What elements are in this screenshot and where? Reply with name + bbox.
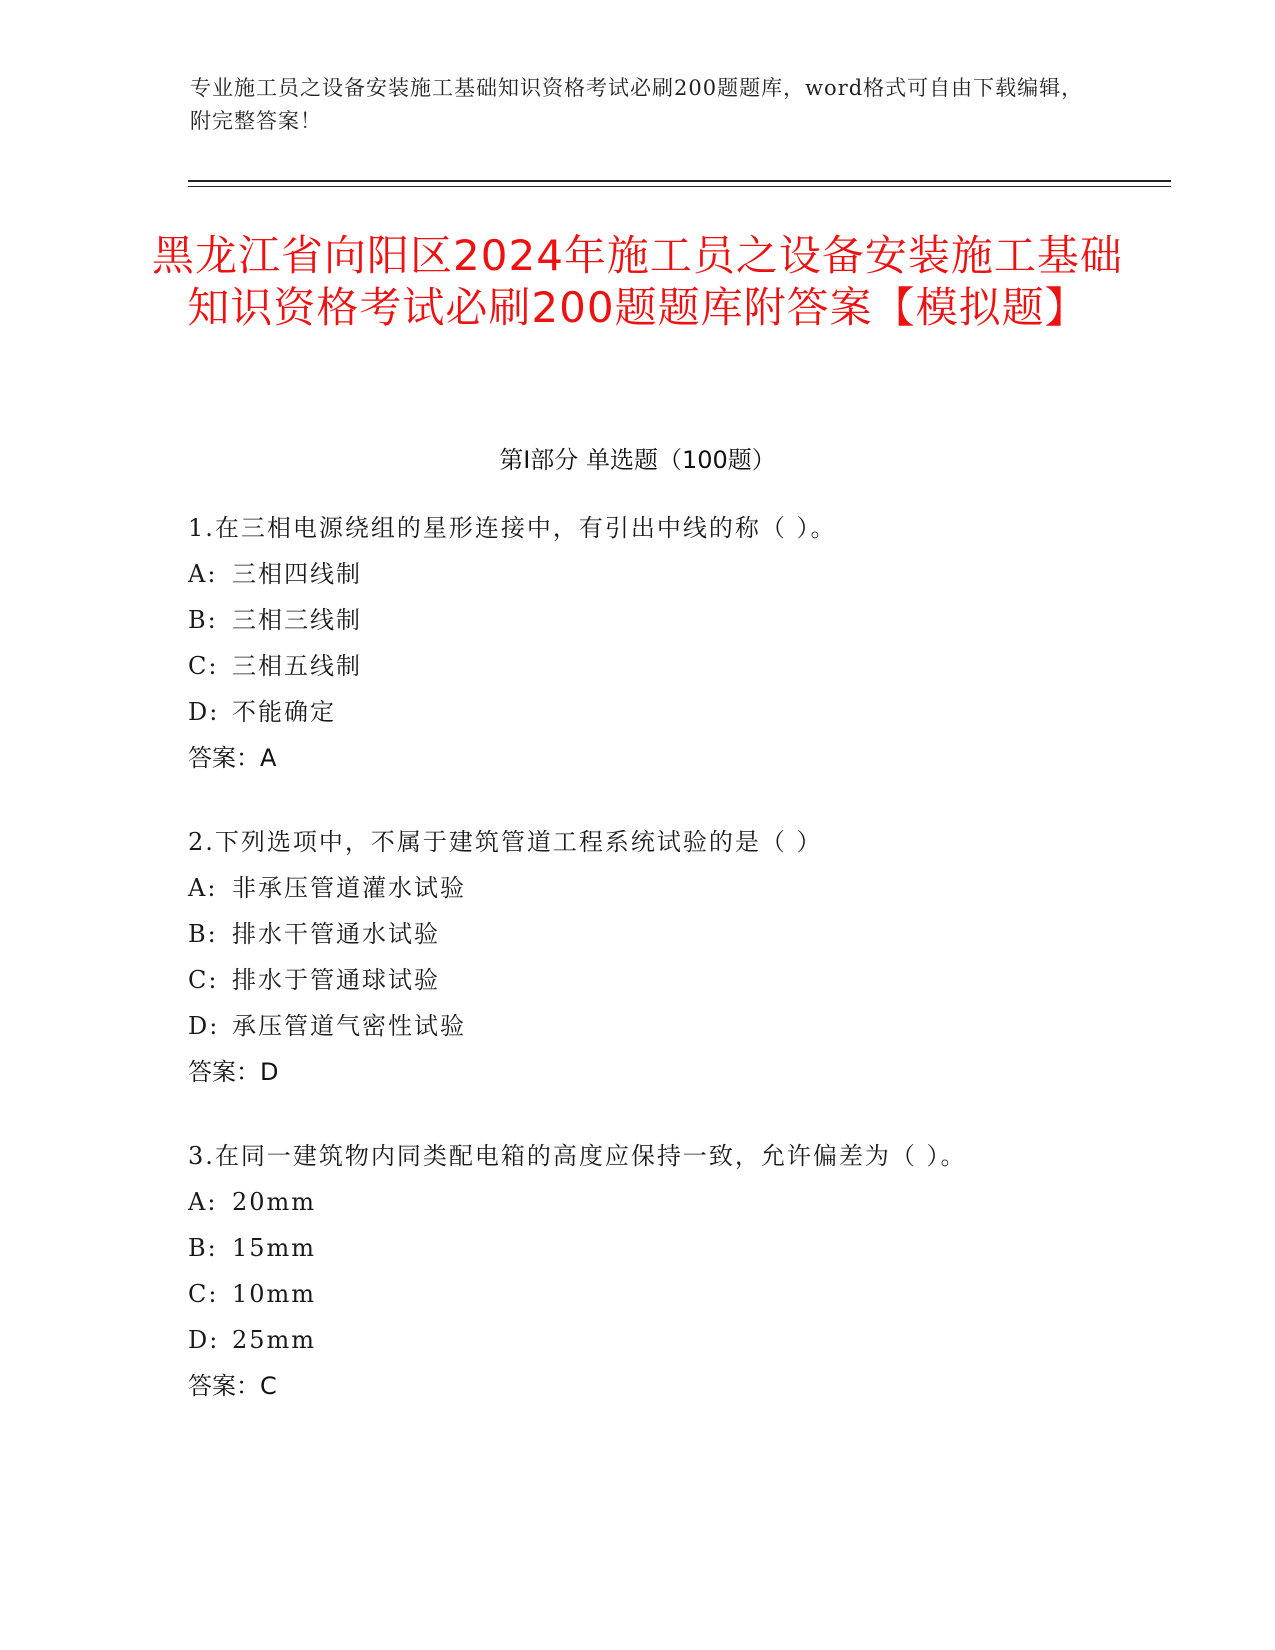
header-divider-thick — [188, 180, 1171, 182]
option-text: 不能确定 — [232, 698, 336, 726]
question-text: 3.在同一建筑物内同类配电箱的高度应保持一致，允许偏差为（ ）。 — [188, 1142, 967, 1170]
option-key: D: — [188, 1012, 220, 1040]
option-a — [188, 1186, 1188, 1232]
answer-label: 答案： — [188, 1058, 260, 1086]
option-key: D: — [188, 1326, 220, 1354]
option-d — [188, 1324, 1188, 1370]
option-key: B: — [188, 1234, 218, 1262]
header-divider-thin — [188, 186, 1171, 187]
option-a — [188, 558, 1188, 604]
option-key: C: — [188, 966, 219, 994]
answer-label: 答案： — [188, 744, 260, 772]
option-text: 25mm — [232, 1326, 317, 1354]
option-key: C: — [188, 1280, 219, 1308]
document-title: 黑龙江省向阳区2024年施工员之设备安装施工基础知识资格考试必刷200题题库附答案【模拟题】 — [152, 231, 1123, 332]
question-2 — [188, 826, 1188, 1102]
question-text: 2.下列选项中，不属于建筑管道工程系统试验的是（ ） — [188, 828, 823, 856]
option-c — [188, 650, 1188, 696]
question-text: 1.在三相电源绕组的星形连接中，有引出中线的称（ ）。 — [188, 514, 837, 542]
section-heading: 第Ⅰ部分 单选题（100题） — [499, 446, 776, 474]
option-key: A: — [188, 1188, 218, 1216]
answer-line — [188, 742, 1188, 788]
answer-value: D — [260, 1058, 279, 1086]
option-text: 20mm — [232, 1188, 317, 1216]
header-note: 专业施工员之设备安装施工基础知识资格考试必刷200题题库，word格式可自由下载编辑，附完整答案！ — [190, 76, 1084, 133]
option-c — [188, 964, 1188, 1010]
option-text: 排水于管通球试验 — [232, 966, 440, 994]
answer-line — [188, 1370, 1188, 1416]
option-text: 三相三线制 — [232, 606, 362, 634]
option-text: 排水干管通水试验 — [232, 920, 440, 948]
option-key: A: — [188, 874, 218, 902]
option-text: 三相五线制 — [232, 652, 362, 680]
option-text: 非承压管道灌水试验 — [232, 874, 466, 902]
option-b — [188, 1232, 1188, 1278]
answer-line — [188, 1056, 1188, 1102]
question-3 — [188, 1140, 1188, 1416]
option-text: 三相四线制 — [232, 560, 362, 588]
option-text: 15mm — [232, 1234, 317, 1262]
option-c — [188, 1278, 1188, 1324]
option-a — [188, 872, 1188, 918]
option-key: C: — [188, 652, 219, 680]
answer-label: 答案： — [188, 1372, 260, 1400]
option-text: 10mm — [232, 1280, 317, 1308]
option-key: A: — [188, 560, 218, 588]
option-key: B: — [188, 920, 218, 948]
option-key: D: — [188, 698, 220, 726]
option-d — [188, 696, 1188, 742]
question-1 — [188, 512, 1188, 788]
option-text: 承压管道气密性试验 — [232, 1012, 466, 1040]
option-key: B: — [188, 606, 218, 634]
answer-value: C — [260, 1372, 277, 1400]
answer-value: A — [260, 744, 277, 772]
option-b — [188, 604, 1188, 650]
option-d — [188, 1010, 1188, 1056]
option-b — [188, 918, 1188, 964]
